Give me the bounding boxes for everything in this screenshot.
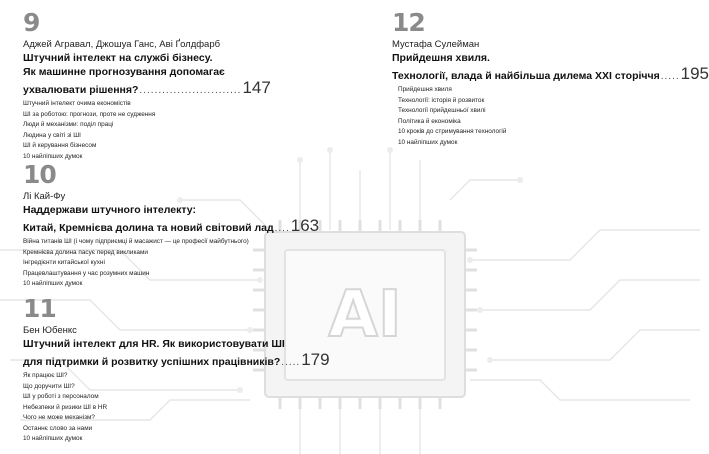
list-item: Людина у світі зі ШІ (23, 131, 81, 139)
leader-dots: ..... (281, 357, 301, 368)
chapter-title-line: ухвалювати рішення? (23, 84, 139, 96)
chapter-title-line: Технології, влада й найбільша дилема XXI сторіччя (392, 70, 660, 82)
list-item: 10 найліпших думок (23, 152, 83, 160)
chapter-10[interactable] (23, 161, 319, 290)
list-item: ШІ за роботою: прогнози, проте не судження (23, 110, 156, 118)
section-list (392, 85, 709, 148)
list-item: Війна титанів ШІ (і чому підприємці й масажист — це професії майбутнього) (23, 238, 249, 245)
list-item: Технології: історія й розвиток (398, 96, 485, 104)
list-item: 10 найліпших думок (23, 435, 83, 442)
chapter-9[interactable] (23, 9, 271, 162)
chapter-author: Мустафа Сулейман (392, 39, 480, 50)
chapter-12[interactable] (392, 9, 709, 148)
list-item: Працевлаштування у час розумних машин (23, 269, 150, 277)
leader-dots: .... (274, 223, 290, 234)
chapter-author: Бен Юбенкс (23, 325, 77, 336)
ai-chip-label: AI (328, 278, 402, 352)
list-item: 10 кроків до стримування технологій (398, 128, 507, 135)
chapter-number: 12 (392, 8, 425, 37)
list-item: 10 найліпших думок (23, 280, 83, 287)
list-item: Технології прийдешньої хвилі (398, 107, 486, 114)
leader-dots: ..... (660, 71, 680, 82)
list-item: ШІ у роботі з персоналом (23, 393, 99, 400)
section-list (23, 371, 330, 445)
list-item: Люди й механізми: поділ праці (23, 121, 114, 128)
list-item: 10 найліпших думок (398, 138, 458, 146)
list-item: Кремнієва долина пасує перед викликами (23, 248, 148, 256)
page-number: 179 (301, 350, 330, 369)
chapter-title-line: Наддержави штучного інтелекту: (23, 204, 196, 216)
page-number: 163 (290, 216, 320, 235)
chapter-title-line: для підтримки й розвитку успішних працівників? (23, 356, 281, 368)
section-list (23, 237, 319, 290)
chapter-title-last-row (23, 79, 271, 97)
chapter-title-line: Штучний інтелект для HR. Як використовувати ШІ (23, 338, 285, 350)
page-number: 195 (680, 64, 709, 83)
chapter-title-last-row (392, 65, 709, 83)
chapter-title-last-row (23, 217, 319, 235)
chapter-title-line: Штучний інтелект на службі бізнесу. (23, 52, 213, 64)
chapter-title-line: Китай, Кремнієва долина та новий світовий лад (23, 222, 274, 234)
chapter-number: 11 (23, 294, 56, 323)
section-list (23, 99, 271, 162)
chapter-title-last-row (23, 351, 330, 369)
list-item: Що доручити ШІ? (23, 382, 75, 390)
chapter-number: 10 (23, 160, 56, 189)
list-item: Небезпеки й ризики ШІ в HR (23, 403, 108, 411)
list-item: Останнє слово за нами (23, 424, 93, 432)
chapter-author: Аджей Агравал, Джошуа Ганс, Аві Ґолдфарб (23, 39, 221, 50)
list-item: ШІ й керування бізнесом (23, 142, 97, 149)
leader-dots: ........................... (139, 85, 242, 96)
list-item: Як працює ШІ? (23, 372, 68, 379)
chapter-author: Лі Кай-Фу (23, 191, 66, 202)
list-item: Інгредієнти китайської кухні (23, 259, 105, 266)
page-number: 147 (242, 78, 271, 97)
list-item: Політика й економіка (398, 117, 461, 125)
list-item: Прийдешня хвиля (398, 86, 452, 93)
chapter-title-line: Як машинне прогнозування допомагає (23, 66, 225, 78)
list-item: Чого не може механізм? (23, 414, 95, 421)
chapter-title-line: Прийдешня хвиля. (392, 52, 490, 64)
chapter-11[interactable] (23, 295, 330, 445)
list-item: Штучний інтелект очима економістів (23, 100, 131, 107)
chapter-number: 9 (23, 8, 40, 37)
